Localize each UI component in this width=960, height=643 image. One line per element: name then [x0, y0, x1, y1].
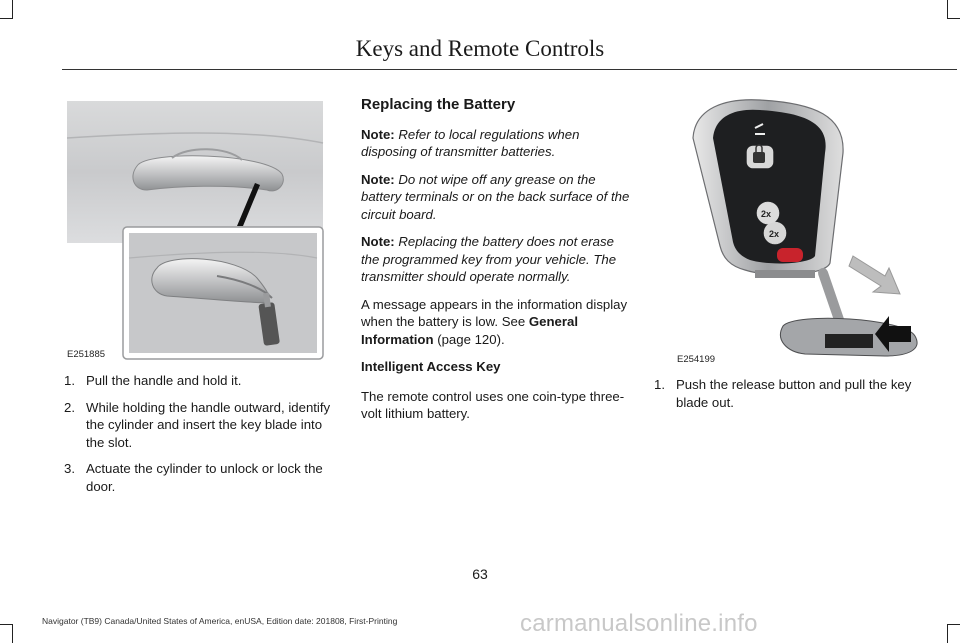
note-text: Replacing the battery does not erase the programmed key from your vehicle. The transmitter should operate normally. — [361, 234, 617, 284]
note-text: Refer to local regulations when disposing of transmitter batteries. — [361, 126, 580, 159]
general-information-link[interactable]: General Information — [361, 314, 578, 347]
door-steps-list — [62, 372, 340, 495]
list-item — [62, 399, 340, 452]
list-item — [652, 376, 932, 411]
note-label: Note: — [361, 126, 395, 142]
message-text: A message appears in the information display when the battery is low. See — [361, 296, 628, 329]
right-column — [652, 376, 932, 420]
middle-column — [361, 96, 633, 433]
step-text: Pull the handle and hold it. — [86, 373, 242, 388]
crop-mark-bottom-left — [0, 624, 13, 643]
list-item — [62, 372, 340, 390]
battery-type-paragraph: The remote control uses one coin-type three-volt lithium battery. — [361, 388, 625, 421]
page-number: 63 — [472, 566, 488, 582]
door-figure-code: E251885 — [67, 349, 106, 360]
note-label: Note: — [361, 234, 395, 249]
crop-mark-top-right — [947, 0, 960, 19]
step-text: Push the release button and pull the key blade out. — [676, 377, 912, 410]
note-paragraph — [361, 126, 633, 161]
note-paragraph — [361, 171, 633, 224]
crop-mark-bottom-right — [947, 624, 960, 643]
step-number: 3. — [64, 461, 75, 476]
step-number: 1. — [64, 373, 75, 388]
step-text: While holding the handle outward, identify the cylinder and insert the key blade into the slot. — [86, 399, 331, 450]
svg-text:2x: 2x — [769, 229, 780, 239]
intelligent-access-key-heading: Intelligent Access Key — [361, 359, 501, 374]
step-number: 1. — [654, 377, 665, 392]
footer-edition-info: Navigator (TB9) Canada/United States of America, enUSA, Edition date: 201808, First-Printing — [42, 616, 398, 626]
note-paragraph — [361, 233, 633, 286]
page-header-title: Keys and Remote Controls — [355, 36, 605, 61]
key-fob-illustration — [675, 98, 935, 363]
note-text: Do not wipe off any grease on the battery terminals or on the back surface of the circuit board. — [361, 171, 630, 222]
section-title: Replacing the Battery — [361, 96, 516, 113]
page-reference: (page 120). — [433, 331, 505, 347]
step-text: Actuate the cylinder to unlock or lock the door. — [86, 461, 323, 494]
key-figure-code: E254199 — [677, 354, 716, 365]
door-handle-figure — [67, 98, 327, 361]
step-number: 2. — [64, 399, 75, 415]
key-steps-list — [652, 376, 932, 411]
note-label: Note: — [361, 171, 395, 187]
battery-message-paragraph — [361, 296, 633, 349]
crop-mark-top-left — [0, 0, 13, 19]
watermark: carmanualsonline.info — [520, 610, 758, 637]
svg-text:2x: 2x — [761, 209, 772, 219]
list-item — [62, 460, 340, 495]
left-column — [62, 372, 340, 504]
door-handle-illustration — [67, 98, 327, 361]
header-rule — [62, 69, 957, 70]
key-fob-figure — [675, 98, 935, 363]
